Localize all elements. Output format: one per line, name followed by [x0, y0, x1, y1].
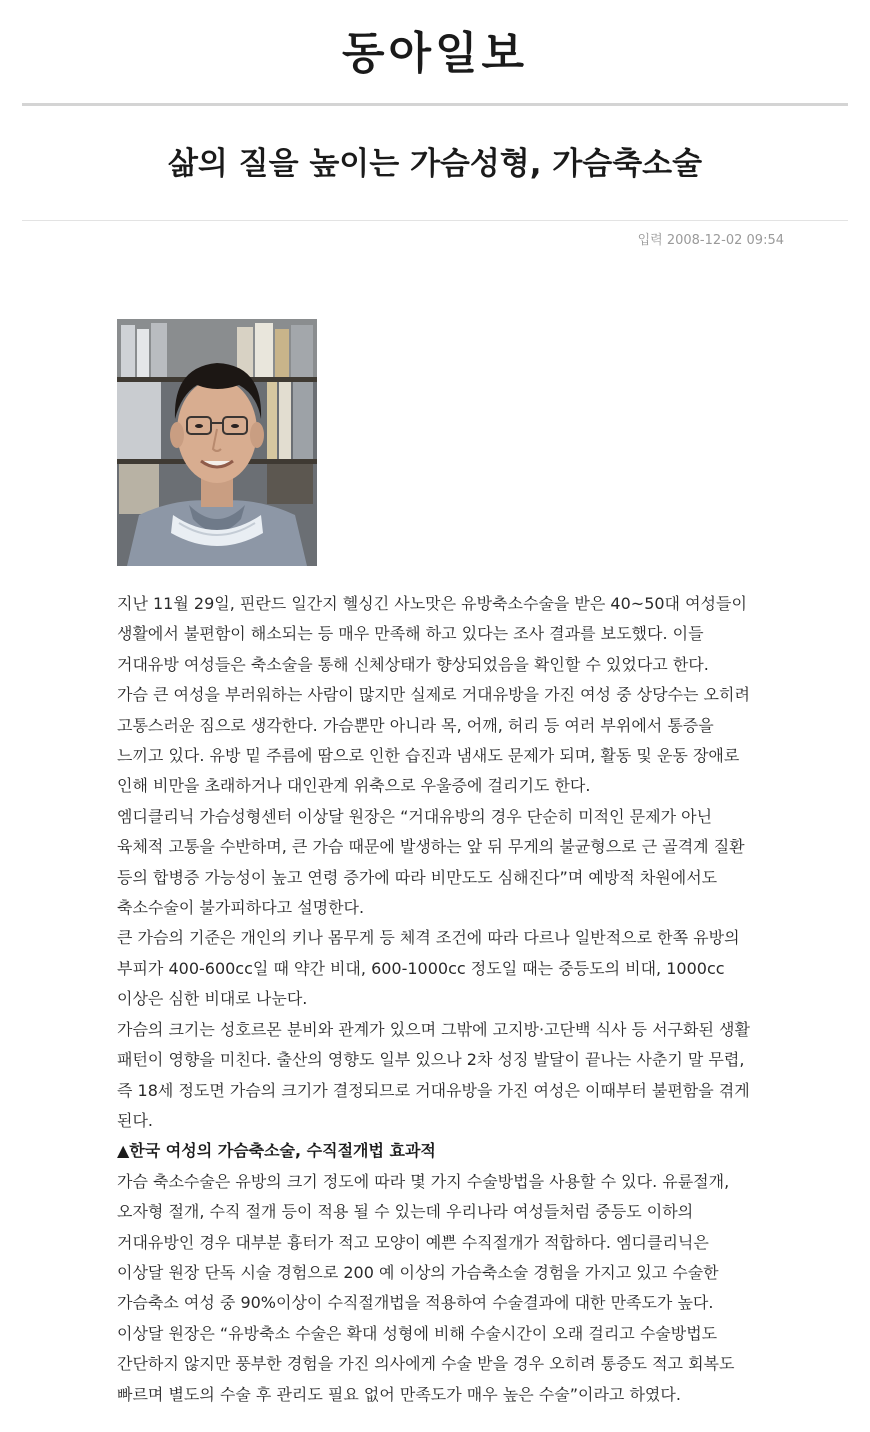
title-divider	[22, 220, 848, 221]
article-photo	[117, 319, 317, 566]
article-paragraph: 지난 11월 29일, 핀란드 일간지 헬싱긴 사노맛은 유방축소수술을 받은 40~50대 여성들이 생활에서 불편함이 해소되는 등 매우 만족해 하고 있다는 조사 결과를 보도했다. 이들 거대유방 여성들은 축소술을 통해 신체상태가 향상되었음을 확인할 수 있었다고 한다.	[117, 594, 747, 674]
article-dateline: 입력 2008-12-02 09:54	[637, 233, 784, 248]
article-paragraph: 이상달 원장은 “유방축소 수술은 확대 성형에 비해 수술시간이 오래 걸리고 수술방법도 간단하지 않지만 풍부한 경험을 가진 의사에게 수술 받을 경우 오히려 통증도 적고 회복도 빠르며 별도의 수술 후 관리도 필요 없어 만족도가 매우 높은 수술”이라고 하였다.	[117, 1323, 735, 1404]
article-title: 삶의 질을 높이는 가슴성형, 가슴축소술	[167, 146, 703, 182]
article-body	[117, 589, 757, 1410]
article-paragraph: 가슴 축소수술은 유방의 크기 정도에 따라 몇 가지 수술방법을 사용할 수 있다. 유륜절개, 오자형 절개, 수직 절개 등이 적용 될 수 있는데 우리나라 여성들처럼 중등도 이하의 거대유방인 경우 대부분 흉터가 적고 모양이 예쁜 수직절개가 적합하다. 엠디클리닉은 이상달 원장 단독 시술 경험으로 200 예 이상의 가슴축소술 경험을 가지고 있고 수술한 가슴축소 여성 중 90%이상이 수직절개법을 적용하여 수술결과에 대한 만족도가 높다.	[117, 1171, 730, 1313]
article-paragraph: 가슴의 크기는 성호르몬 분비와 관계가 있으며 그밖에 고지방·고단백 식사 등 서구화된 생활 패턴이 영향을 미친다. 출산의 영향도 일부 있으나 2차 성징 발달이 끝나는 사춘기 말 무렵, 즉 18세 정도면 가슴의 크기가 결정되므로 거대유방을 가진 여성은 이때부터 불편함을 겪게 된다.	[117, 1019, 750, 1130]
article-paragraph: 큰 가슴의 기준은 개인의 키나 몸무게 등 체격 조건에 따라 다르나 일반적으로 한쪽 유방의 부피가 400-600cc일 때 약간 비대, 600-1000cc 정도일 때는 중등도의 비대, 1000cc 이상은 심한 비대로 나눈다.	[117, 928, 740, 1009]
masthead-logo[interactable]: 동아일보	[341, 28, 528, 79]
article-subhead: ▲한국 여성의 가슴축소술, 수직절개법 효과적	[117, 1141, 436, 1161]
masthead-divider	[22, 103, 848, 106]
article-paragraph: 엠디클리닉 가슴성형센터 이상달 원장은 “거대유방의 경우 단순히 미적인 문제가 아닌 육체적 고통을 수반하며, 큰 가슴 때문에 발생하는 앞 뒤 무게의 불균형으로 근 골격계 질환 등의 합병증 가능성이 높고 연령 증가에 따라 비만도도 심해진다”며 예방적 차원에서도 축소수술이 불가피하다고 설명한다.	[117, 806, 745, 918]
article-paragraph: 가슴 큰 여성을 부러워하는 사람이 많지만 실제로 거대유방을 가진 여성 중 상당수는 오히려 고통스러운 짐으로 생각한다. 가슴뿐만 아니라 목, 어깨, 허리 등 여러 부위에서 통증을 느끼고 있다. 유방 밑 주름에 땀으로 인한 습진과 냄새도 문제가 되며, 활동 및 운동 장애로 인해 비만을 초래하거나 대인관계 위축으로 우울증에 걸리기도 한다.	[117, 685, 750, 796]
